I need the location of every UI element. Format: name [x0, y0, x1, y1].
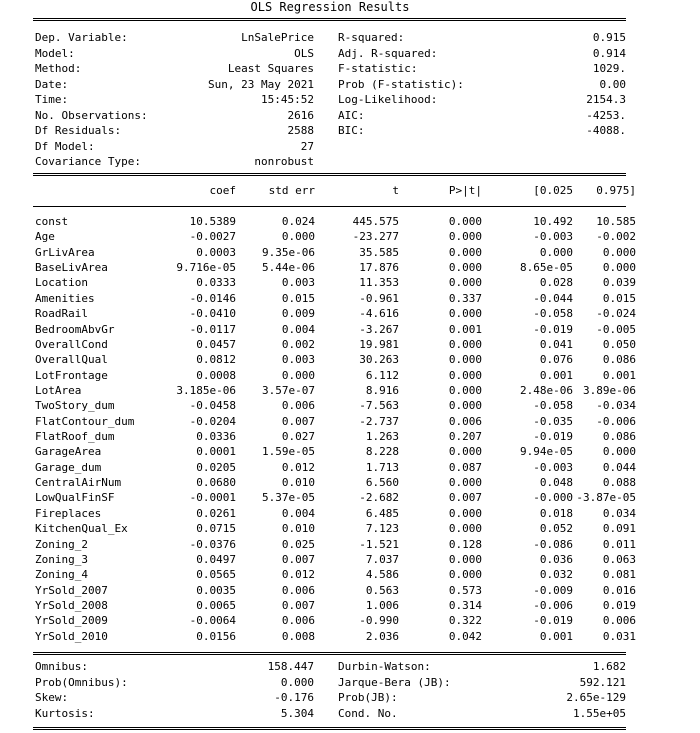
diagnostic-stat-label: Jarque-Bera (JB):	[338, 675, 451, 689]
coef-cell: 0.002	[281, 337, 315, 351]
coef-cell: -0.0410	[189, 307, 236, 321]
coef-row-variable: YrSold_2007	[35, 583, 108, 597]
coef-cell: 0.000	[448, 230, 482, 244]
coef-row-variable: CentralAirNum	[35, 476, 122, 490]
coef-cell: 0.001	[539, 368, 573, 382]
coef-row-variable: BaseLivArea	[35, 261, 108, 275]
coef-cell: 0.0565	[196, 568, 236, 582]
summary-label: Model:	[35, 46, 75, 60]
coef-cell: -0.024	[596, 307, 636, 321]
diagnostic-value: 0.000	[280, 675, 314, 689]
summary-value: nonrobust	[254, 155, 314, 168]
coef-row-variable: LowQualFinSF	[35, 491, 115, 505]
coef-cell: 0.006	[448, 414, 482, 428]
coef-cell: -4.616	[359, 307, 399, 321]
coef-cell: 0.031	[602, 629, 636, 643]
coef-cell: -0.0001	[189, 491, 236, 505]
coef-cell: 2.036	[365, 629, 399, 643]
summary-stat-label: R-squared:	[338, 31, 405, 44]
coef-row-variable: Zoning_3	[35, 552, 88, 566]
coef-cell: -3.267	[359, 322, 399, 336]
coef-cell: 0.0333	[196, 276, 236, 290]
coef-row-variable: const	[35, 215, 69, 228]
coef-cell: 0.0156	[196, 629, 236, 643]
coef-cell: -0.0027	[189, 230, 236, 244]
coef-cell: -0.006	[533, 599, 573, 612]
coef-cell: 19.981	[359, 337, 399, 351]
coef-cell: 10.492	[533, 215, 573, 228]
coef-row-variable: YrSold_2008	[35, 599, 108, 612]
coef-cell: -0.058	[533, 307, 573, 321]
coef-cell: 0.000	[602, 245, 636, 259]
coef-cell: 1.006	[365, 599, 399, 612]
coef-cell: -0.003	[533, 460, 573, 474]
coef-cell: -0.009	[533, 583, 573, 597]
coef-cell: 0.016	[602, 583, 636, 597]
coef-cell: 0.0065	[196, 599, 236, 612]
diagnostic-stat-label: Prob(JB):	[338, 691, 398, 704]
diagnostic-value: 5.304	[280, 706, 314, 720]
summary-value: 2588	[287, 124, 314, 137]
coef-cell: 0.010	[281, 522, 315, 536]
coef-cell: 8.65e-05	[520, 261, 573, 275]
coef-cell: 0.0336	[196, 430, 236, 444]
coef-cell: 0.0008	[196, 368, 236, 382]
coef-cell: 0.207	[448, 430, 482, 444]
coef-cell: 8.228	[365, 445, 399, 459]
coef-cell: 0.081	[602, 568, 636, 582]
coef-cell: 0.018	[539, 506, 573, 520]
diagnostic-value: 158.447	[267, 660, 314, 673]
coef-cell: 0.000	[448, 276, 482, 290]
coef-cell: 0.007	[281, 599, 315, 612]
coef-cell: 0.0261	[196, 506, 236, 520]
summary-separator	[33, 173, 626, 176]
coef-cell: 0.007	[281, 552, 315, 566]
coef-cell: 0.004	[281, 506, 315, 520]
coef-cell: 0.001	[448, 322, 482, 336]
coef-cell: 0.048	[539, 476, 573, 490]
coef-row-variable: RoadRail	[35, 307, 88, 321]
coef-cell: -0.961	[359, 291, 399, 305]
coef-cell: 5.44e-06	[262, 261, 315, 275]
coef-column-header: [0.025	[533, 184, 573, 197]
coef-cell: 1.59e-05	[262, 445, 315, 459]
coef-cell: 0.015	[281, 291, 315, 305]
coef-cell: 0.041	[539, 337, 573, 351]
coef-cell: 0.042	[448, 629, 482, 643]
coef-row-variable: LotFrontage	[35, 368, 108, 382]
coef-cell: 0.006	[281, 614, 315, 628]
coef-row-variable: Fireplaces	[35, 506, 102, 520]
coef-row-variable: OverallCond	[35, 337, 108, 351]
coef-row-variable: OverallQual	[35, 353, 108, 367]
coef-cell: 0.006	[602, 614, 636, 628]
coef-cell: 11.353	[359, 276, 399, 290]
coef-cell: 0.563	[365, 583, 399, 597]
summary-value: LnSalePrice	[241, 31, 314, 44]
coef-cell: 3.89e-06	[583, 383, 636, 397]
coef-row-variable: KitchenQual_Ex	[35, 522, 128, 536]
coef-cell: 0.000	[448, 522, 482, 536]
summary-stat-label: F-statistic:	[338, 62, 418, 75]
coef-cell: -0.005	[596, 322, 636, 336]
coef-cell: 0.050	[602, 337, 636, 351]
coef-cell: 4.586	[365, 568, 399, 582]
coef-cell: 0.025	[281, 537, 315, 551]
coef-cell: 0.000	[539, 245, 573, 259]
summary-stat-label: BIC:	[338, 124, 365, 137]
coef-column-header: std err	[268, 184, 315, 197]
coef-cell: -0.000	[533, 491, 573, 505]
coef-cell: 0.000	[448, 399, 482, 413]
coef-cell: 0.024	[281, 215, 315, 228]
coef-cell: -0.086	[533, 537, 573, 551]
coef-cell: 2.48e-06	[520, 383, 573, 397]
diagnostic-stat-label: Cond. No.	[338, 706, 398, 720]
coef-cell: -23.277	[352, 230, 399, 244]
summary-label: Method:	[35, 62, 82, 75]
coef-cell: -0.990	[359, 614, 399, 628]
summary-stat-value: 0.914	[592, 46, 626, 60]
summary-value: 15:45:52	[261, 93, 314, 106]
coef-cell: 0.322	[448, 614, 482, 628]
diagnostic-label: Omnibus:	[35, 660, 88, 673]
coef-cell: 0.0680	[196, 476, 236, 490]
bottom-separator	[33, 727, 626, 730]
coef-cell: -7.563	[359, 399, 399, 413]
summary-stat-value: -4088.	[586, 124, 626, 137]
coef-cell: 10.5389	[189, 215, 236, 228]
coef-cell: 0.086	[602, 430, 636, 444]
coef-row-variable: LotArea	[35, 383, 82, 397]
coef-cell: 0.000	[448, 445, 482, 459]
diagnostic-label: Prob(Omnibus):	[35, 675, 128, 689]
coef-cell: 0.0003	[196, 245, 236, 259]
coef-cell: -0.019	[533, 430, 573, 444]
coef-cell: -0.019	[533, 322, 573, 336]
coef-cell: -0.006	[596, 414, 636, 428]
coef-cell: 3.57e-07	[262, 383, 315, 397]
coef-row-variable: GrLivArea	[35, 245, 95, 259]
summary-stat-value: -4253.	[586, 108, 626, 122]
coef-cell: 0.015	[602, 291, 636, 305]
summary-label: Dep. Variable:	[35, 31, 128, 44]
summary-label: Df Model:	[35, 139, 95, 153]
summary-stat-value: 0.00	[599, 77, 626, 91]
coef-row-variable: Garage_dum	[35, 460, 102, 474]
summary-value: 27	[300, 139, 314, 153]
coef-row-variable: FlatRoof_dum	[35, 430, 115, 444]
coef-cell: 0.000	[448, 506, 482, 520]
summary-value: OLS	[294, 46, 314, 60]
coef-cell: 0.000	[448, 337, 482, 351]
coef-cell: 0.573	[448, 583, 482, 597]
diagnostic-stat-value: 592.121	[579, 675, 626, 689]
coef-cell: 0.088	[602, 476, 636, 490]
coef-column-header: coef	[209, 184, 236, 197]
summary-stat-label: Prob (F-statistic):	[338, 77, 464, 91]
coef-cell: -0.0458	[189, 399, 236, 413]
summary-stat-value: 1029.	[592, 62, 626, 75]
summary-stat-value: 2154.3	[586, 93, 626, 106]
coef-cell: -0.002	[596, 230, 636, 244]
coef-cell: -0.044	[533, 291, 573, 305]
coef-row-variable: YrSold_2009	[35, 614, 108, 628]
coef-cell: -2.737	[359, 414, 399, 428]
coef-row-variable: TwoStory_dum	[35, 399, 115, 413]
coef-cell: 10.585	[596, 215, 636, 228]
coef-cell: -0.034	[596, 399, 636, 413]
coef-row-variable: BedroomAbvGr	[35, 322, 115, 336]
coef-cell: 0.0001	[196, 445, 236, 459]
coef-cell: 0.028	[539, 276, 573, 290]
coef-cell: 0.0035	[196, 583, 236, 597]
coef-cell: 0.000	[448, 307, 482, 321]
coef-cell: 0.086	[602, 353, 636, 367]
coef-cell: 0.000	[281, 368, 315, 382]
coef-cell: 0.044	[602, 460, 636, 474]
coef-cell: 0.003	[281, 276, 315, 290]
coef-column-header: t	[392, 184, 399, 197]
coef-cell: 0.052	[539, 522, 573, 536]
coef-cell: 0.000	[602, 445, 636, 459]
coef-cell: 0.000	[448, 383, 482, 397]
coef-cell: 7.123	[365, 522, 399, 536]
summary-label: No. Observations:	[35, 108, 148, 122]
coef-row-variable: Zoning_2	[35, 537, 88, 551]
coef-cell: 35.585	[359, 245, 399, 259]
coef-cell: 0.0497	[196, 552, 236, 566]
summary-value: Least Squares	[227, 62, 314, 75]
coef-cell: 0.0457	[196, 337, 236, 351]
coef-cell: 0.008	[281, 629, 315, 643]
coef-row-variable: Age	[35, 230, 55, 244]
coef-cell: 0.001	[539, 629, 573, 643]
coef-cell: 1.263	[365, 430, 399, 444]
coef-cell: 0.0715	[196, 522, 236, 536]
coef-cell: 0.011	[602, 537, 636, 551]
coef-row-variable: FlatContour_dum	[35, 414, 135, 428]
coef-cell: 6.485	[365, 506, 399, 520]
coef-cell: 0.000	[281, 230, 315, 244]
coef-row-variable: Location	[35, 276, 88, 290]
top-separator	[33, 18, 626, 21]
coef-cell: 0.012	[281, 568, 315, 582]
diagnostic-label: Kurtosis:	[35, 706, 95, 720]
coef-row-variable: YrSold_2010	[35, 629, 108, 643]
coef-cell: 7.037	[365, 552, 399, 566]
coef-cell: 9.94e-05	[520, 445, 573, 459]
coef-cell: 0.314	[448, 599, 482, 612]
coef-column-header: 0.975]	[596, 184, 636, 197]
coef-cell: 30.263	[359, 353, 399, 367]
coef-cell: 6.560	[365, 476, 399, 490]
summary-label: Df Residuals:	[35, 124, 122, 137]
coef-cell: 0.034	[602, 506, 636, 520]
coef-cell: 0.000	[448, 552, 482, 566]
results-title: OLS Regression Results	[250, 0, 410, 14]
coef-cell: 0.000	[448, 476, 482, 490]
coef-cell: 0.001	[602, 368, 636, 382]
summary-stat-label: AIC:	[338, 108, 365, 122]
coef-cell: 0.063	[602, 552, 636, 566]
coef-cell: -0.0146	[189, 291, 236, 305]
coef-cell: 0.006	[281, 399, 315, 413]
coef-cell: 0.007	[281, 414, 315, 428]
coef-cell: 0.006	[281, 583, 315, 597]
coef-cell: 0.004	[281, 322, 315, 336]
coef-cell: 445.575	[352, 215, 399, 228]
coef-row-variable: Amenities	[35, 291, 95, 305]
coef-cell: 0.000	[448, 261, 482, 275]
coef-cell: 0.000	[448, 568, 482, 582]
coef-cell: 8.916	[365, 383, 399, 397]
coef-cell: 9.716e-05	[176, 261, 236, 275]
coef-cell: -3.87e-05	[576, 491, 636, 505]
coef-cell: 0.0205	[196, 460, 236, 474]
coef-cell: 0.007	[448, 491, 482, 505]
coef-column-header: P>|t|	[448, 184, 482, 197]
coef-cell: -0.0064	[189, 614, 236, 628]
summary-label: Date:	[35, 77, 69, 91]
coef-cell: 0.0812	[196, 353, 236, 367]
coef-cell: 0.003	[281, 353, 315, 367]
coef-cell: 1.713	[365, 460, 399, 474]
coef-cell: 0.091	[602, 522, 636, 536]
coef-cell: 0.027	[281, 430, 315, 444]
coef-cell: 0.087	[448, 460, 482, 474]
coef-cell: 5.37e-05	[262, 491, 315, 505]
diagnostic-stat-value: 2.65e-129	[566, 691, 626, 704]
coef-cell: -0.0376	[189, 537, 236, 551]
coef-cell: 0.000	[448, 245, 482, 259]
coef-cell: 0.076	[539, 353, 573, 367]
coef-cell: 0.000	[602, 261, 636, 275]
summary-value: Sun, 23 May 2021	[208, 77, 314, 91]
summary-label: Covariance Type:	[35, 155, 141, 168]
diagnostic-label: Skew:	[35, 691, 69, 704]
coef-cell: 0.009	[281, 307, 315, 321]
coef-cell: -0.058	[533, 399, 573, 413]
coef-row-variable: Zoning_4	[35, 568, 88, 582]
coef-cell: 17.876	[359, 261, 399, 275]
coef-cell: -0.019	[533, 614, 573, 628]
coef-cell: 9.35e-06	[262, 245, 315, 259]
coef-cell: -0.0204	[189, 414, 236, 428]
coef-cell: -0.0117	[189, 322, 236, 336]
coef-cell: 0.000	[448, 215, 482, 228]
summary-value: 2616	[287, 108, 314, 122]
summary-label: Time:	[35, 93, 69, 106]
coef-cell: 3.185e-06	[176, 383, 236, 397]
coef-cell: 0.019	[602, 599, 636, 612]
coef-cell: 0.039	[602, 276, 636, 290]
summary-stat-label: Log-Likelihood:	[338, 93, 438, 106]
diagnostic-stat-value: 1.55e+05	[573, 706, 626, 720]
diagnostic-stat-value: 1.682	[592, 660, 626, 673]
diagnostic-value: -0.176	[274, 691, 314, 704]
coef-cell: 0.010	[281, 476, 315, 490]
coef-cell: 0.012	[281, 460, 315, 474]
coef-cell: -0.003	[533, 230, 573, 244]
coef-cell: -0.035	[533, 414, 573, 428]
diagnostic-stat-label: Durbin-Watson:	[338, 660, 431, 673]
summary-stat-label: Adj. R-squared:	[338, 46, 438, 60]
coef-cell: -2.682	[359, 491, 399, 505]
coef-cell: 0.337	[448, 291, 482, 305]
coef-cell: 0.128	[448, 537, 482, 551]
coef-end-separator	[33, 652, 626, 655]
coef-cell: 0.000	[448, 353, 482, 367]
coef-cell: 0.036	[539, 552, 573, 566]
coef-cell: 6.112	[365, 368, 399, 382]
summary-stat-value: 0.915	[592, 31, 626, 44]
coef-row-variable: GarageArea	[35, 445, 102, 459]
header-dash-line	[33, 206, 626, 207]
coef-cell: 0.032	[539, 568, 573, 582]
coef-cell: -1.521	[359, 537, 399, 551]
coef-cell: 0.000	[448, 368, 482, 382]
